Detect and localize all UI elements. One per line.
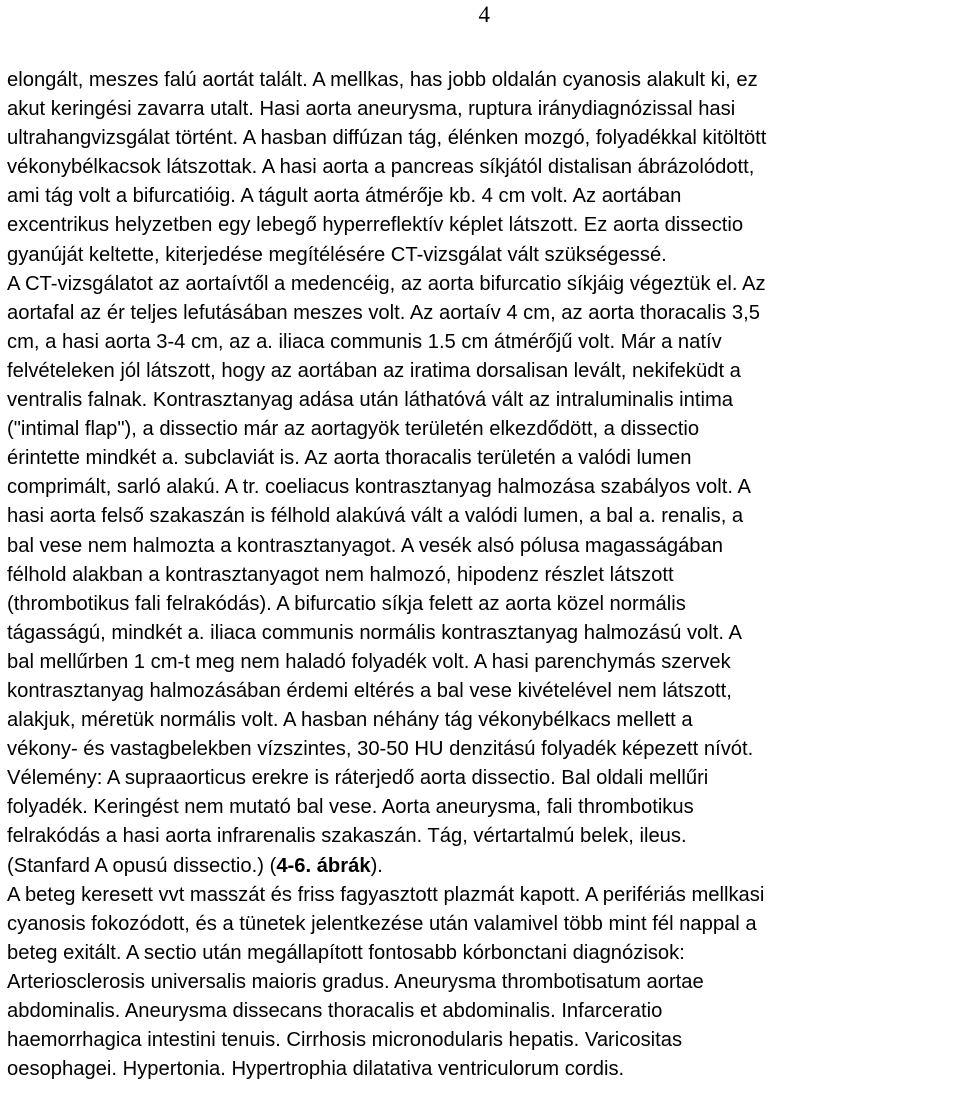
text-line [7,590,955,619]
line-text: cm, a hasi aorta 3-4 cm, az a. iliaca communis 1.5 cm átmérőjű volt. Már a natív [7,330,722,353]
text-line [7,502,955,531]
line-text: haemorrhagica intestini tenuis. Cirrhosis micronodularis hepatis. Varicositas [7,1029,683,1052]
text-line [7,1026,955,1055]
line-text: alakjuk, méretük normális volt. A hasban néhány tág vékonybélkacs mellett a [7,709,693,732]
line-text: ventralis falnak. Kontrasztanyag adása után láthatóvá vált az intraluminalis intima [7,389,734,412]
text-line [7,939,955,968]
line-text: gyanúját keltette, kiterjedése megítélésére CT-vizsgálat vált szükségessé. [7,243,667,266]
line-text: tágasságú, mindkét a. iliaca communis normális kontrasztanyag halmozású volt. A [7,621,742,644]
text-line [7,648,955,677]
line-text: kontrasztanyag halmozásában érdemi eltérés a bal vese kivételével nem látszott, [7,679,732,702]
line-text: hasi aorta felső szakaszán is félhold alakúvá vált a valódi lumen, a bal a. renalis, a [7,505,744,528]
figure-reference: 4-6. ábrák [276,854,371,877]
text-line [7,386,955,415]
line-text: bal mellűrben 1 cm-t meg nem haladó folyadék volt. A hasi parenchymás szervek [7,650,731,673]
text-line [7,968,955,997]
text-line [7,619,955,648]
line-text: cyanosis fokozódott, és a tünetek jelentkezése után valamivel több mint fél nappal a [7,912,757,935]
text-line [7,299,955,328]
line-text: bal vese nem halmozta a kontrasztanyagot. A vesék alsó pólusa magasságában [7,534,723,557]
line-text: felrakódás a hasi aorta infrarenalis szakaszán. Tág, vértartalmú belek, ileus. [7,825,687,848]
text-line [7,66,955,95]
text-line [7,706,955,735]
line-text: abdominalis. Aneurysma dissecans thoracalis et abdominalis. Infarceratio [7,1000,663,1022]
text-line [7,270,955,299]
text-line [7,182,955,211]
text-line [7,124,955,153]
text-line [7,153,955,182]
text-line [7,532,955,561]
text-line [7,735,955,764]
line-text: comprimált, sarló alakú. A tr. coeliacus kontrasztanyag halmozása szabályos volt. A [7,476,751,499]
text-line [7,881,955,910]
line-text: felvételeken jól látszott, hogy az aortában az iratima dorsalisan levált, nekifeküdt a [7,359,741,382]
text-line [7,561,955,590]
text-line [7,997,955,1026]
line-text: félhold alakban a kontrasztanyagot nem halmozó, hipodenz részlet látszott [7,563,674,586]
text-line [7,357,955,386]
text-line [7,910,955,939]
line-text: (Stanfard A opusú dissectio.) ( [7,854,277,877]
line-text: ami tág volt a bifurcatióig. A tágult aorta átmérője kb. 4 cm volt. Az aortában [7,185,682,208]
line-text: érintette mindkét a. subclaviát is. Az aorta thoracalis területén a valódi lumen [7,447,692,470]
line-text: excentrikus helyzetben egy lebegő hyperreflektív képlet látszott. Ez aorta dissectio [7,214,744,237]
text-line [7,793,955,822]
text-line [7,473,955,502]
line-text: folyadék. Keringést nem mutató bal vese. Aorta aneurysma, fali thrombotikus [7,796,694,819]
line-text: A beteg keresett vvt masszát és friss fagyasztott plazmát kapott. A perifériás mellkasi [7,883,765,906]
text-line [7,328,955,357]
text-line [7,444,955,473]
line-text: Arteriosclerosis universalis maioris gradus. Aneurysma thrombotisatum aortae [7,970,704,993]
line-text: aortafal az ér teljes lefutásában meszes volt. Az aortaív 4 cm, az aorta thoracalis 3,5 [7,301,760,324]
line-text: vékonybélkacsok látszottak. A hasi aorta a pancreas síkjától distalisan ábrázolódott, [7,156,755,179]
line-text: vékony- és vastagbelekben vízszintes, 30-50 HU denzitású folyadék képezett nívót. [7,738,754,761]
text-line [7,241,955,270]
line-text-tail: ). [370,854,383,877]
body-text [7,66,955,1084]
text-line [7,764,955,793]
text-line [7,415,955,444]
text-line [7,822,955,851]
text-line [7,95,955,124]
line-text: ultrahangvizsgálat történt. A hasban diffúzan tág, élénken mozgó, folyadékkal kitöltött [7,127,767,150]
line-text: oesophagei. Hypertonia. Hypertrophia dilatativa ventriculorum cordis. [7,1058,625,1081]
line-text: (thrombotikus fali felrakódás). A bifurcatio síkja felett az aorta közel normális [7,592,686,615]
line-text: Vélemény: A supraaorticus erekre is ráterjedő aorta dissectio. Bal oldali mellűri [7,767,709,790]
page-number: 4 [478,2,490,27]
line-text: beteg exitált. A sectio után megállapított fontosabb kórbonctani diagnózisok: [7,941,685,964]
line-text: ("intimal flap"), a dissectio már az aortagyök területén elkezdődött, a dissectio [7,418,700,441]
text-line [7,211,955,240]
line-text: A CT-vizsgálatot az aortaívtől a medencéig, az aorta bifurcatio síkjáig végeztük el. Az [7,272,766,295]
line-text: elongált, meszes falú aortát talált. A mellkas, has jobb oldalán cyanosis alakult ki, ez [7,69,758,91]
text-line [7,1055,955,1084]
text-line [7,852,955,881]
text-line [7,677,955,706]
line-text: akut keringési zavarra utalt. Hasi aorta aneurysma, ruptura iránydiagnózissal hasi [7,98,736,121]
